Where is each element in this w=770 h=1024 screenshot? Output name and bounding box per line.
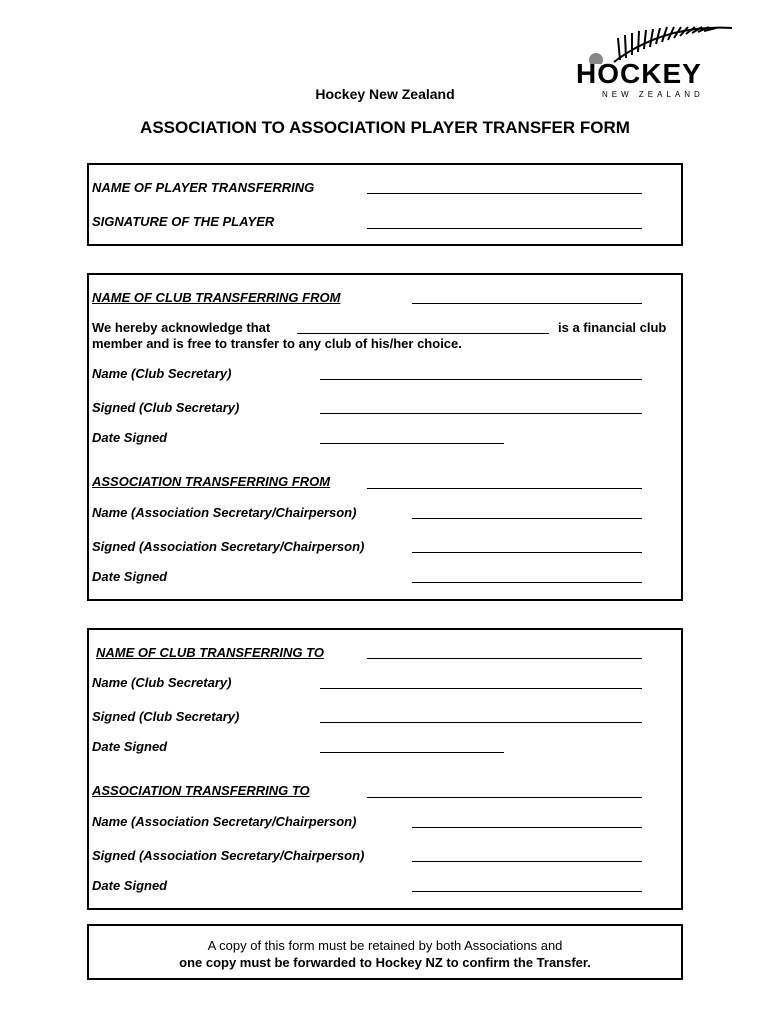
player-name-field[interactable]	[367, 193, 642, 194]
transfer-to-section	[87, 628, 683, 910]
ack-prefix: We hereby acknowledge that	[92, 320, 271, 335]
to-sec-signed-field[interactable]	[320, 722, 642, 723]
from-assoc-signed-label: Signed (Association Secretary/Chairperson)	[92, 539, 365, 554]
footer-note	[87, 924, 683, 980]
org-name: Hockey New Zealand	[315, 86, 455, 102]
form-title: ASSOCIATION TO ASSOCIATION PLAYER TRANSFER FORM	[140, 118, 630, 137]
to-date-field[interactable]	[320, 752, 504, 753]
ack-line2: member and is free to transfer to any club of his/her choice.	[92, 336, 462, 351]
from-sec-signed-field[interactable]	[320, 413, 642, 414]
footer-line1: A copy of this form must be retained by both Associations and	[207, 938, 563, 953]
from-date-label: Date Signed	[92, 430, 168, 445]
to-sec-name-label: Name (Club Secretary)	[92, 675, 232, 690]
logo-subtitle: NEW ZEALAND	[602, 90, 704, 99]
from-assoc-name-label: Name (Association Secretary/Chairperson)	[92, 505, 357, 520]
from-assoc-signed-field[interactable]	[412, 552, 642, 553]
ack-player-field[interactable]	[297, 333, 549, 334]
player-signature-label: SIGNATURE OF THE PLAYER	[92, 214, 275, 229]
to-assoc-name-field[interactable]	[412, 827, 642, 828]
assoc-from-label: ASSOCIATION TRANSFERRING FROM	[92, 474, 331, 489]
club-from-label: NAME OF CLUB TRANSFERRING FROM	[92, 290, 341, 305]
to-assoc-signed-label: Signed (Association Secretary/Chairperson)	[92, 848, 365, 863]
to-assoc-date-field[interactable]	[412, 891, 642, 892]
from-date-field[interactable]	[320, 443, 504, 444]
to-date-label: Date Signed	[92, 739, 168, 754]
from-sec-signed-label: Signed (Club Secretary)	[92, 400, 240, 415]
club-from-field[interactable]	[412, 303, 642, 304]
from-assoc-date-label: Date Signed	[92, 569, 168, 584]
logo-wordmark: HOCKEY	[576, 58, 702, 89]
from-assoc-name-field[interactable]	[412, 518, 642, 519]
ack-suffix: is a financial club	[558, 320, 667, 335]
to-assoc-date-label: Date Signed	[92, 878, 168, 893]
from-sec-name-label: Name (Club Secretary)	[92, 366, 232, 381]
to-assoc-signed-field[interactable]	[412, 861, 642, 862]
assoc-to-label: ASSOCIATION TRANSFERRING TO	[92, 783, 310, 798]
club-to-field[interactable]	[367, 658, 642, 659]
from-sec-name-field[interactable]	[320, 379, 642, 380]
to-assoc-name-label: Name (Association Secretary/Chairperson)	[92, 814, 357, 829]
assoc-to-field[interactable]	[367, 797, 642, 798]
player-signature-field[interactable]	[367, 228, 642, 229]
to-sec-name-field[interactable]	[320, 688, 642, 689]
footer-line2: one copy must be forwarded to Hockey NZ to confirm the Transfer.	[179, 955, 591, 970]
player-name-label: NAME OF PLAYER TRANSFERRING	[92, 180, 315, 195]
from-assoc-date-field[interactable]	[412, 582, 642, 583]
club-to-label: NAME OF CLUB TRANSFERRING TO	[96, 645, 324, 660]
to-sec-signed-label: Signed (Club Secretary)	[92, 709, 240, 724]
player-section	[87, 163, 683, 246]
assoc-from-field[interactable]	[367, 488, 642, 489]
